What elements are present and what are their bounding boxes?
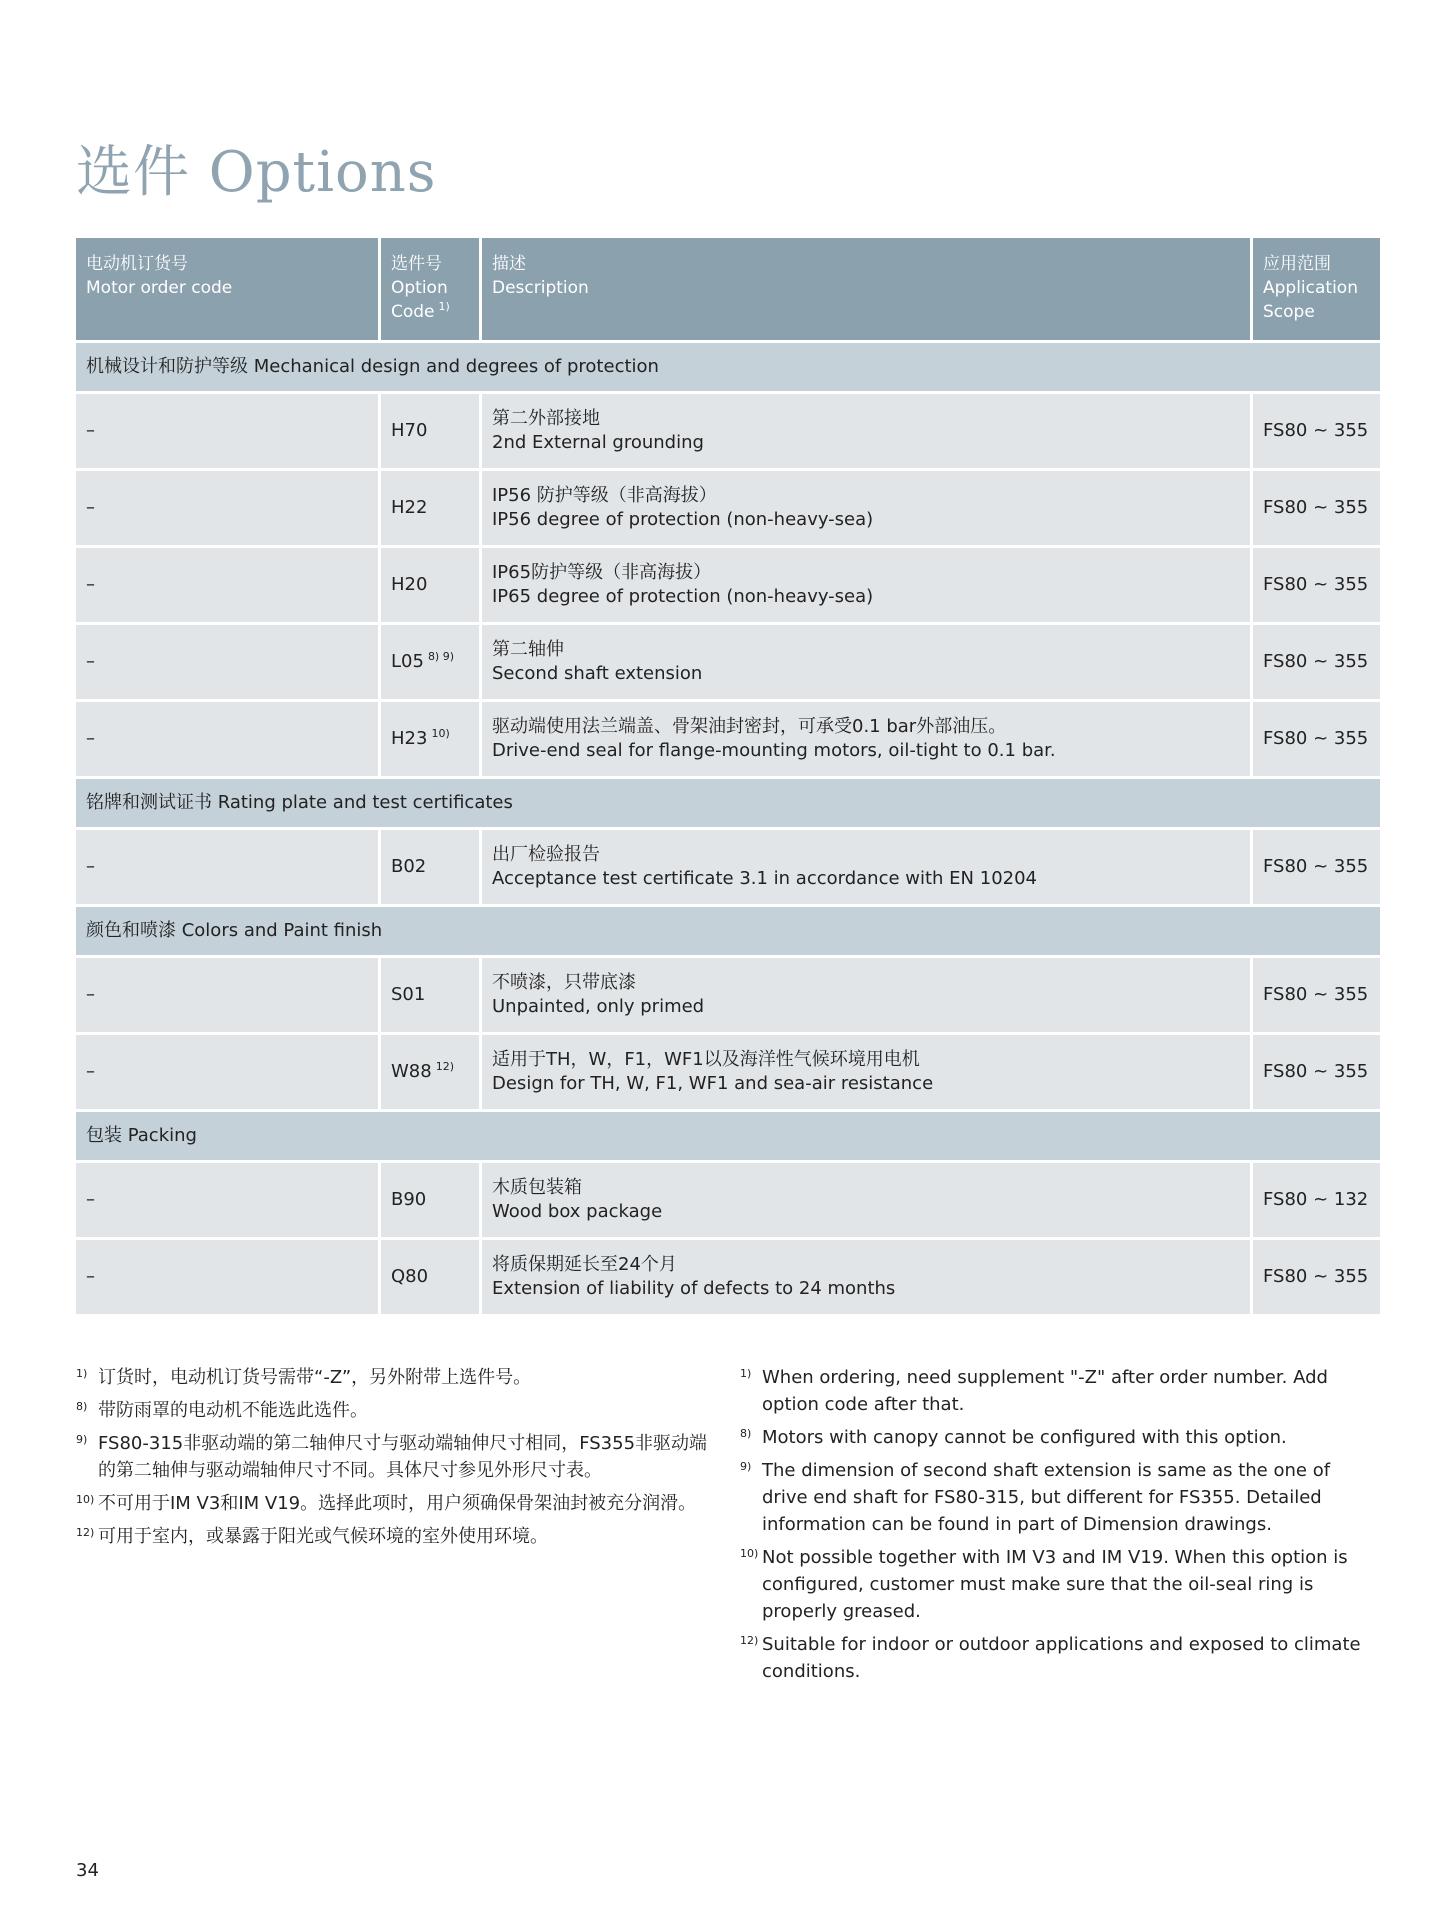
header-application-scope: 应用范围 Application Scope <box>1253 238 1380 343</box>
option-code: S01 <box>391 984 426 1005</box>
option-code: H23 <box>391 728 428 749</box>
option-code-cell <box>381 625 482 702</box>
footnote-text: 不可用于IM V3和IM V19。选择此项时，用户须确保骨架油封被充分润滑。 <box>98 1493 697 1514</box>
application-scope-cell: FS80 ~ 355 <box>1253 548 1380 625</box>
footnote <box>76 1397 716 1424</box>
section-header-row <box>76 907 1380 958</box>
description-english: Drive-end seal for flange-mounting motors, oil-tight to 0.1 bar. <box>492 740 1056 761</box>
description-chinese: 木质包装箱 <box>492 1177 582 1198</box>
application-scope-cell: FS80 ~ 355 <box>1253 958 1380 1035</box>
table-row <box>76 1035 1380 1112</box>
table-row <box>76 702 1380 779</box>
footnote-mark: 1) <box>740 1367 752 1380</box>
description-english: Wood box package <box>492 1201 663 1222</box>
footnote <box>76 1430 716 1484</box>
description-cell <box>482 1240 1253 1317</box>
option-code: B02 <box>391 856 427 877</box>
footnote-text: 带防雨罩的电动机不能选此选件。 <box>98 1400 368 1421</box>
header-motor-order-code: 电动机订货号 Motor order code <box>76 238 381 343</box>
table-row <box>76 471 1380 548</box>
header-row <box>76 238 1380 343</box>
table-row <box>76 548 1380 625</box>
page-title: 选件 Options <box>76 140 437 205</box>
footnote <box>740 1364 1380 1418</box>
description-cell <box>482 471 1253 548</box>
option-code: B90 <box>391 1189 427 1210</box>
footnote <box>76 1490 716 1517</box>
motor-order-code-cell: – <box>76 1163 381 1240</box>
application-scope-cell: FS80 ~ 355 <box>1253 1035 1380 1112</box>
footnote <box>76 1364 716 1391</box>
option-code: H22 <box>391 497 428 518</box>
option-code-cell <box>381 548 482 625</box>
footnote-mark: 1) <box>76 1367 88 1380</box>
footnote-reference: 12) <box>435 1060 454 1073</box>
description-cell <box>482 830 1253 907</box>
description-chinese: 第二轴伸 <box>492 639 564 660</box>
table-body <box>76 343 1380 1317</box>
description-cell <box>482 702 1253 779</box>
footnote-text: Motors with canopy cannot be configured with this option. <box>762 1427 1287 1448</box>
section-title: 颜色和喷漆 Colors and Paint finish <box>76 907 1380 958</box>
option-code-cell <box>381 1240 482 1317</box>
option-code: Q80 <box>391 1266 429 1287</box>
page-number: 34 <box>76 1860 99 1881</box>
footnote-mark: 12) <box>740 1634 759 1647</box>
option-code-cell <box>381 702 482 779</box>
footnote-text: 可用于室内，或暴露于阳光或气候环境的室外使用环境。 <box>98 1526 548 1547</box>
description-cell <box>482 625 1253 702</box>
description-english: Design for TH, W, F1, WF1 and sea-air resistance <box>492 1073 934 1094</box>
motor-order-code-cell: – <box>76 471 381 548</box>
section-header-row <box>76 1112 1380 1163</box>
description-english: Extension of liability of defects to 24 months <box>492 1278 896 1299</box>
motor-order-code-cell: – <box>76 394 381 471</box>
description-english: Second shaft extension <box>492 663 703 684</box>
footnote-mark: 8) <box>76 1400 88 1413</box>
description-english: IP65 degree of protection (non-heavy-sea) <box>492 586 874 607</box>
table-row <box>76 1163 1380 1240</box>
motor-order-code-cell: – <box>76 625 381 702</box>
motor-order-code-cell: – <box>76 1240 381 1317</box>
option-code: W88 <box>391 1061 432 1082</box>
motor-order-code-cell: – <box>76 1035 381 1112</box>
option-code: H20 <box>391 574 428 595</box>
description-english: IP56 degree of protection (non-heavy-sea) <box>492 509 874 530</box>
footnote-mark: 12) <box>76 1526 95 1539</box>
option-code-cell <box>381 394 482 471</box>
description-chinese: 不喷漆，只带底漆 <box>492 972 636 993</box>
footnote-mark: 10) <box>740 1547 759 1560</box>
header-option-code: 选件号 Option Code $^{1)}$ <box>381 238 482 343</box>
footnotes-english <box>740 1364 1380 1691</box>
footnote-text: 订货时，电动机订货号需带“-Z”，另外附带上选件号。 <box>98 1367 532 1388</box>
footnote-reference: 8) 9) <box>427 650 455 663</box>
table-row <box>76 394 1380 471</box>
description-chinese: IP65防护等级（非高海拔） <box>492 562 712 583</box>
application-scope-cell: FS80 ~ 355 <box>1253 1240 1380 1317</box>
footnotes-chinese <box>76 1364 716 1556</box>
section-title: 铭牌和测试证书 Rating plate and test certificates <box>76 779 1380 830</box>
section-header-row <box>76 343 1380 394</box>
description-chinese: 出厂检验报告 <box>492 844 600 865</box>
footnote-text: Not possible together with IM V3 and IM V19. When this option is configured, customer must make sure that the oil-seal ring is properly greased. <box>762 1547 1348 1622</box>
footnote-mark: 10) <box>76 1493 95 1506</box>
option-code: L05 <box>391 651 424 672</box>
motor-order-code-cell: – <box>76 548 381 625</box>
description-english: 2nd External grounding <box>492 432 704 453</box>
section-title: 机械设计和防护等级 Mechanical design and degrees of protection <box>76 343 1380 394</box>
footnote <box>740 1544 1380 1625</box>
description-cell <box>482 394 1253 471</box>
description-cell <box>482 548 1253 625</box>
footnote <box>740 1457 1380 1538</box>
application-scope-cell: FS80 ~ 355 <box>1253 394 1380 471</box>
option-code-cell <box>381 958 482 1035</box>
footnote-reference: 10) <box>431 727 450 740</box>
option-code-cell <box>381 1163 482 1240</box>
option-code-cell <box>381 471 482 548</box>
description-chinese: IP56 防护等级（非高海拔） <box>492 485 717 506</box>
application-scope-cell: FS80 ~ 355 <box>1253 830 1380 907</box>
footnote <box>76 1523 716 1550</box>
footnote-mark: 8) <box>740 1427 752 1440</box>
description-cell <box>482 1035 1253 1112</box>
section-title: 包装 Packing <box>76 1112 1380 1163</box>
description-chinese: 适用于TH，W，F1，WF1以及海洋性气候环境用电机 <box>492 1049 920 1070</box>
table-row <box>76 958 1380 1035</box>
description-english: Acceptance test certificate 3.1 in accordance with EN 10204 <box>492 868 1038 889</box>
description-english: Unpainted, only primed <box>492 996 705 1017</box>
application-scope-cell: FS80 ~ 355 <box>1253 625 1380 702</box>
description-cell <box>482 1163 1253 1240</box>
options-table <box>76 238 1380 1317</box>
motor-order-code-cell: – <box>76 702 381 779</box>
table-row <box>76 625 1380 702</box>
table-row <box>76 1240 1380 1317</box>
motor-order-code-cell: – <box>76 830 381 907</box>
application-scope-cell: FS80 ~ 355 <box>1253 471 1380 548</box>
header-description: 描述 Description <box>482 238 1253 343</box>
footnote <box>740 1424 1380 1451</box>
footnote-text: Suitable for indoor or outdoor applications and exposed to climate conditions. <box>762 1634 1361 1682</box>
footnote <box>740 1631 1380 1685</box>
option-code-cell <box>381 830 482 907</box>
application-scope-cell: FS80 ~ 132 <box>1253 1163 1380 1240</box>
footnote-text: FS80-315非驱动端的第二轴伸尺寸与驱动端轴伸尺寸相同，FS355非驱动端的第二轴伸与驱动端轴伸尺寸不同。具体尺寸参见外形尺寸表。 <box>98 1433 708 1481</box>
description-chinese: 驱动端使用法兰端盖、骨架油封密封，可承受0.1 bar外部油压。 <box>492 716 1007 737</box>
description-cell <box>482 958 1253 1035</box>
footnote-mark: 9) <box>740 1460 752 1473</box>
footnote-mark: 9) <box>76 1433 88 1446</box>
footnote-text: When ordering, need supplement "-Z" after order number. Add option code after that. <box>762 1367 1328 1415</box>
application-scope-cell: FS80 ~ 355 <box>1253 702 1380 779</box>
motor-order-code-cell: – <box>76 958 381 1035</box>
description-chinese: 第二外部接地 <box>492 408 600 429</box>
section-header-row <box>76 779 1380 830</box>
option-code-cell <box>381 1035 482 1112</box>
table-row <box>76 830 1380 907</box>
option-code: H70 <box>391 420 428 441</box>
description-chinese: 将质保期延长至24个月 <box>492 1254 677 1275</box>
footnote-text: The dimension of second shaft extension is same as the one of drive end shaft for FS80-315, but different for FS355. Detailed information can be found in part of Dimension drawings. <box>762 1460 1331 1535</box>
